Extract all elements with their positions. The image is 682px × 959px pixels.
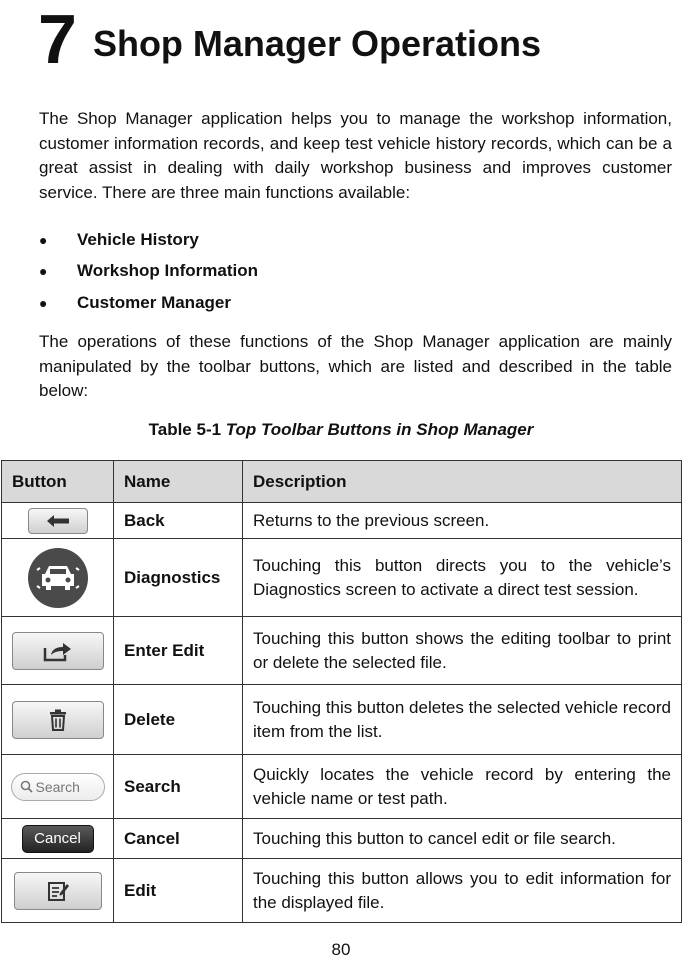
function-vehicle-history: Vehicle History (77, 229, 199, 249)
table-row (2, 617, 682, 685)
chapter-title: Shop Manager Operations (92, 23, 542, 64)
table-row (2, 503, 682, 539)
row-name: Edit (114, 859, 243, 923)
row-name: Back (114, 503, 243, 539)
row-description: Quickly locates the vehicle record by entering the vehicle name or test path. (243, 755, 682, 819)
table-row (2, 819, 682, 859)
table-caption (0, 420, 682, 440)
outro-paragraph: The operations of these functions of the Shop Manager application are mainly manipulated by the toolbar buttons, which are listed and described in the table below: (39, 332, 672, 400)
row-name: Cancel (114, 819, 243, 859)
function-customer-manager: Customer Manager (77, 292, 231, 312)
diagnostics-car-icon[interactable] (28, 548, 88, 608)
table-header-row (2, 461, 682, 503)
bullet-icon: ● (39, 231, 48, 248)
table-row (2, 859, 682, 923)
list-item (39, 256, 258, 288)
row-name: Delete (114, 685, 243, 755)
chapter-number: 7 (38, 0, 77, 78)
caption-prefix: Table 5-1 (148, 420, 222, 439)
table-row (2, 685, 682, 755)
enter-edit-share-icon[interactable] (12, 632, 104, 670)
list-item (39, 224, 258, 256)
table-row (2, 539, 682, 617)
row-description: Touching this button deletes the selected vehicle record item from the list. (243, 685, 682, 755)
row-name: Enter Edit (114, 617, 243, 685)
bullet-icon: ● (39, 263, 48, 280)
row-name: Search (114, 755, 243, 819)
back-arrow-icon[interactable] (28, 508, 88, 534)
function-list (39, 224, 258, 319)
row-description: Touching this button to cancel edit or file search. (243, 819, 682, 859)
toolbar-buttons-table (1, 460, 682, 923)
caption-title: Top Toolbar Buttons in Shop Manager (225, 420, 534, 439)
search-placeholder: Search (35, 778, 80, 795)
header-name: Name (114, 461, 243, 503)
page-number: 80 (331, 940, 351, 959)
row-name: Diagnostics (114, 539, 243, 617)
trash-icon[interactable] (12, 701, 104, 739)
row-description: Touching this button shows the editing toolbar to print or delete the selected file. (243, 617, 682, 685)
row-description: Touching this button directs you to the vehicle’s Diagnostics screen to activate a direct test session. (243, 539, 682, 617)
intro-paragraph: The Shop Manager application helps you to manage the workshop information, customer information records, and keep test vehicle history records, which can be a great assist in dealing with daily workshop business and improves customer service. There are three main functions available: (39, 109, 672, 202)
edit-note-icon[interactable] (14, 872, 102, 910)
search-icon (20, 780, 33, 793)
list-item (39, 287, 258, 319)
row-description: Touching this button allows you to edit information for the displayed file. (243, 859, 682, 923)
header-button: Button (2, 461, 114, 503)
chapter-heading (38, 0, 542, 78)
header-description: Description (243, 461, 682, 503)
cancel-button[interactable]: Cancel (22, 825, 94, 853)
bullet-icon: ● (39, 294, 48, 311)
row-description: Returns to the previous screen. (243, 503, 682, 539)
search-input[interactable] (11, 773, 105, 801)
table-row (2, 755, 682, 819)
function-workshop-information: Workshop Information (77, 261, 259, 281)
